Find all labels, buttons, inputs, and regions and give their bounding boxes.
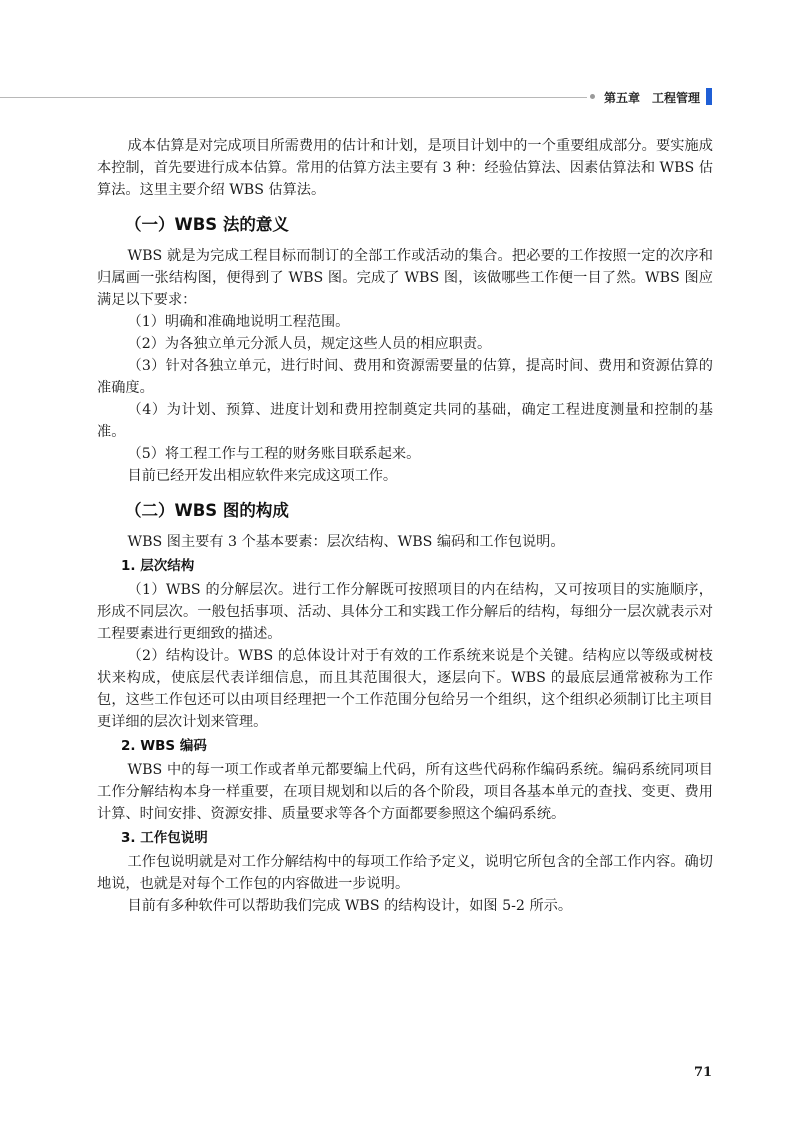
header-bullet-icon (590, 94, 595, 99)
section1-intro: WBS 就是为完成工程目标而制订的全部工作或活动的集合。把必要的工作按照一定的次序和归属画一张结构图，便得到了 WBS 图。完成了 WBS 图，该做哪些工作便一目了然。WBS 图应满足以下要求： (97, 248, 713, 308)
intro-paragraph: 成本估算是对完成项目所需费用的估计和计划，是项目计划中的一个重要组成部分。要实施成本控制，首先要进行成本估算。常用的估算方法主要有 3 种：经验估算法、因素估算法和 WBS 估算法。这里主要介绍 WBS 估算法。 (97, 138, 713, 198)
list-item: （1）明确和准确地说明工程范围。 (127, 314, 350, 330)
list-item: （4）为计划、预算、进度计划和费用控制奠定共同的基础，确定工程进度测量和控制的基准。 (97, 402, 713, 440)
subheading-hierarchy: 1. 层次结构 (121, 558, 195, 574)
header-accent-bar (706, 88, 712, 105)
page-body (97, 135, 713, 917)
header-rule (0, 97, 587, 98)
paragraph: （1）WBS 的分解层次。进行工作分解既可按照项目的内在结构，又可按项目的实施顺序，形成不同层次。一般包括事项、活动、具体分工和实践工作分解后的结构，每细分一层次就表示对工程要素进行更细致的描述。 (97, 582, 713, 642)
subheading-work-package: 3. 工作包说明 (121, 830, 208, 846)
page-number: 71 (694, 1065, 713, 1080)
paragraph: 目前有多种软件可以帮助我们完成 WBS 的结构设计，如图 5-2 所示。 (127, 898, 573, 914)
chapter-header: 第五章 工程管理 (604, 91, 701, 105)
section-heading-2: （二）WBS 图的构成 (125, 501, 289, 520)
paragraph: （2）结构设计。WBS 的总体设计对于有效的工作系统来说是个关键。结构应以等级或树枝状来构成，使底层代表详细信息，而且其范围很大，逐层向下。WBS 的最底层通常被称为工作包，这些工作包还可以由项目经理把一个工作范围分包给另一个组织，这个组织必须制订比主项目更详细的层次计划来管理。 (97, 648, 713, 730)
list-item: （5）将工程工作与工程的财务账目联系起来。 (127, 446, 421, 462)
subheading-wbs-code: 2. WBS 编码 (121, 738, 207, 754)
section2-intro: WBS 图主要有 3 个基本要素：层次结构、WBS 编码和工作包说明。 (127, 534, 565, 550)
list-item: （3）针对各独立单元，进行时间、费用和资源需要量的估算，提高时间、费用和资源估算的准确度。 (97, 358, 713, 396)
paragraph: WBS 中的每一项工作或者单元都要编上代码，所有这些代码称作编码系统。编码系统同项目工作分解结构本身一样重要，在项目规划和以后的各个阶段，项目各基本单元的查找、变更、费用计算、时间安排、资源安排、质量要求等各个方面都要参照这个编码系统。 (97, 762, 713, 822)
list-item: （2）为各独立单元分派人员，规定这些人员的相应职责。 (127, 336, 492, 352)
section1-outro: 目前已经开发出相应软件来完成这项工作。 (127, 468, 398, 484)
paragraph: 工作包说明就是对工作分解结构中的每项工作给予定义，说明它所包含的全部工作内容。确切地说，也就是对每个工作包的内容做进一步说明。 (97, 854, 713, 892)
section-heading-1: （一）WBS 法的意义 (125, 215, 289, 234)
